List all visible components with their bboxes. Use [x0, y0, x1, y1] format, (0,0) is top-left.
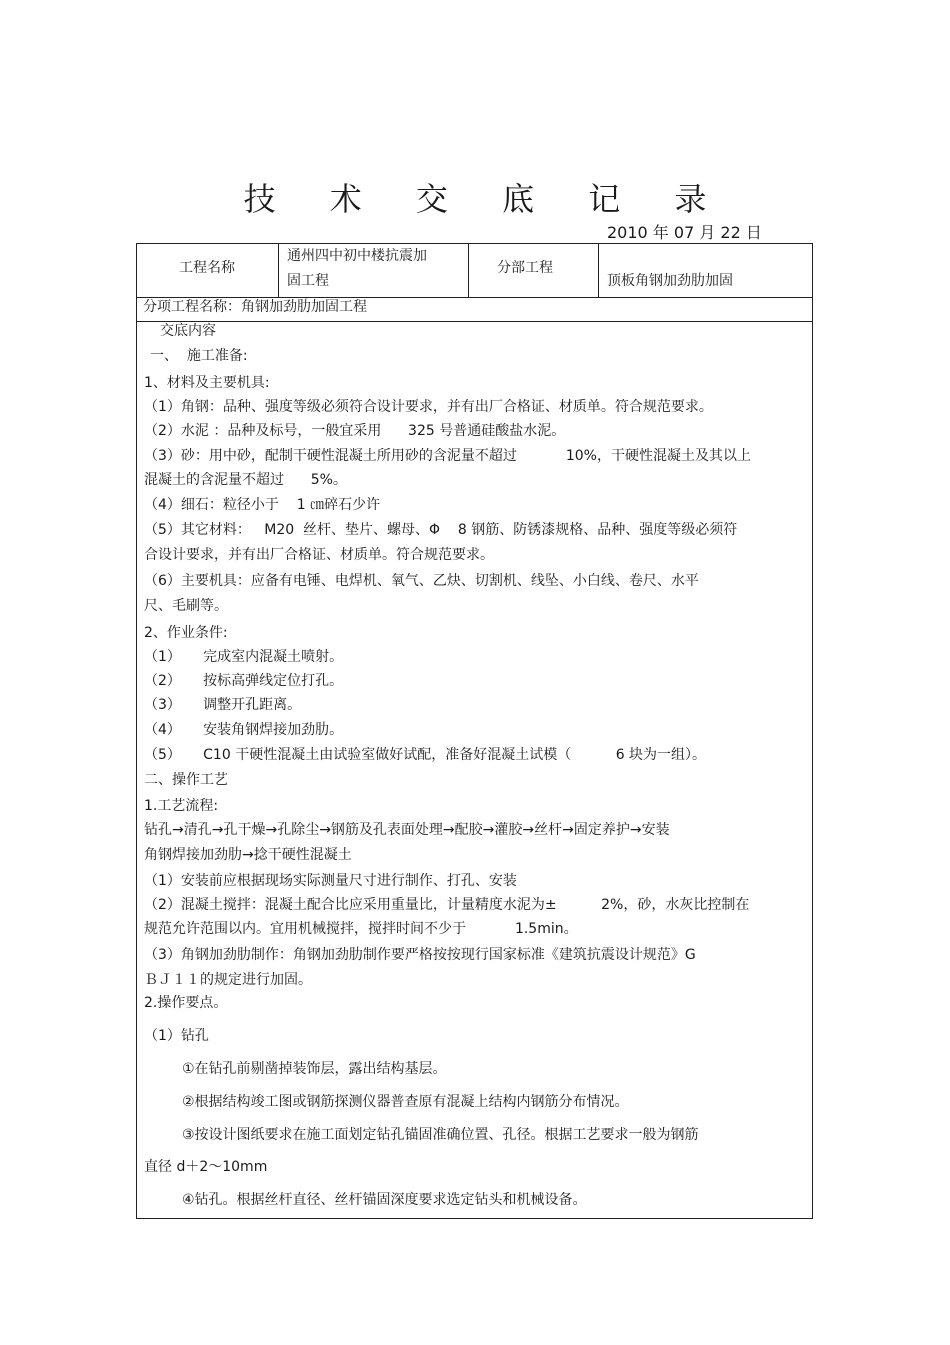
project-name-value-line1: 通州四中初中楼抗震加 [287, 248, 427, 264]
division-label: 分部工程 [497, 260, 553, 276]
content-line: 一、 施工准备: [150, 348, 248, 364]
content-line: （5） C10 干硬性混凝土由试验室做好试配，准备好混凝土试模（ 6 块为一组）。 [144, 747, 707, 763]
content-line: （1） 完成室内混凝土喷射。 [144, 649, 344, 665]
content-line: ②根据结构竣工图或钢筋探测仪器普查原有混凝上结构内钢筋分布情况。 [182, 1094, 629, 1110]
content-line: ④钻孔。根据丝杆直径、丝杆锚固深度要求选定钻头和机械设备。 [182, 1192, 587, 1208]
content-line: （4）细石：粒径小于 1 ㎝碎石少许 [144, 497, 381, 513]
col-divider-2 [468, 244, 469, 297]
content-line: （2）水泥 ：品种及标号，一般宜采用 325 号普通硅酸盐水泥。 [144, 423, 566, 439]
col-divider-3 [598, 244, 599, 297]
content-line: 二、操作工艺 [144, 772, 228, 788]
content-heading: 交底内容 [160, 323, 216, 339]
content-line: 1、材料及主要机具: [144, 375, 270, 391]
content-line: ①在钻孔前剔凿掉装饰层，露出结构基层。 [182, 1061, 447, 1077]
document-title: 技 术 交 底 记 录 [243, 180, 729, 218]
subproject-row-divider [137, 321, 812, 322]
content-line: 直径 d＋2～10mm [144, 1159, 268, 1175]
content-line: 2、作业条件: [144, 625, 228, 641]
content-line: 钻孔→清孔→孔干燥→孔除尘→钢筋及孔表面处理→配胶→灌胶→丝杆→固定养护→安装 [144, 822, 670, 838]
content-line: 2.操作要点。 [144, 995, 228, 1011]
content-line: （3）角钢加劲肋制作：角钢加劲肋制作要严格按按现行国家标准《建筑抗震设计规范》G [144, 947, 696, 963]
content-line: （1）安装前应根据现场实际测量尺寸进行制作、打孔、安装 [144, 873, 517, 889]
content-line: （3）砂：用中砂，配制干硬性混凝土所用砂的含泥量不超过 10%，干硬性混凝土及其以上 [144, 448, 751, 464]
content-line: （1）钻孔 [144, 1028, 209, 1044]
content-line: （6）主要机具：应备有电锤、电焊机、氧气、乙炔、切割机、线坠、小白线、卷尺、水平 [144, 573, 699, 589]
content-line: 合设计要求，并有出厂合格证、材质单。符合规范要求。 [144, 547, 494, 563]
content-line: 混凝土的含泥量不超过 5%。 [144, 472, 347, 488]
content-line: （2）混凝土搅拌：混凝土配合比应采用重量比，计量精度水泥为± 2%，砂，水灰比控制在 [144, 897, 750, 913]
content-line: （4） 安装角钢焊接加劲肋。 [144, 722, 344, 738]
division-value: 顶板角钢加劲肋加固 [607, 273, 733, 289]
project-name-label: 工程名称 [179, 260, 235, 276]
content-line: （5）其它材料： M20 丝杆、垫片、螺母、Φ 8 钢筋、防锈漆规格、品种、强度等级必须符 [144, 522, 738, 538]
content-line: ＢＪ１１的规定进行加固。 [144, 972, 312, 988]
content-line: 尺、毛刷等。 [144, 598, 228, 614]
content-line: ③按设计图纸要求在施工面划定钻孔锚固准确位置、孔径。根据工艺要求一般为钢筋 [182, 1127, 699, 1143]
content-line: 角钢焊接加劲肋→捻干硬性混凝土 [144, 847, 352, 863]
project-name-value-line2: 固工程 [287, 273, 329, 289]
content-line: （1）角钢：品种、强度等级必须符合设计要求，并有出厂合格证、材质单。符合规范要求。 [144, 399, 713, 415]
content-line: （3） 调整开孔距离。 [144, 697, 302, 713]
record-date: 2010 年 07 月 22 日 [607, 223, 762, 242]
content-line: 规范允许范围以内。宜用机械搅拌，搅拌时间不少于 1.5min。 [144, 921, 578, 937]
content-line: 1.工艺流程: [144, 798, 219, 814]
sub-project-name: 分项工程名称：角钢加劲肋加固工程 [143, 299, 367, 315]
content-line: （2） 按标高弹线定位打孔。 [144, 673, 344, 689]
col-divider-1 [278, 244, 279, 297]
